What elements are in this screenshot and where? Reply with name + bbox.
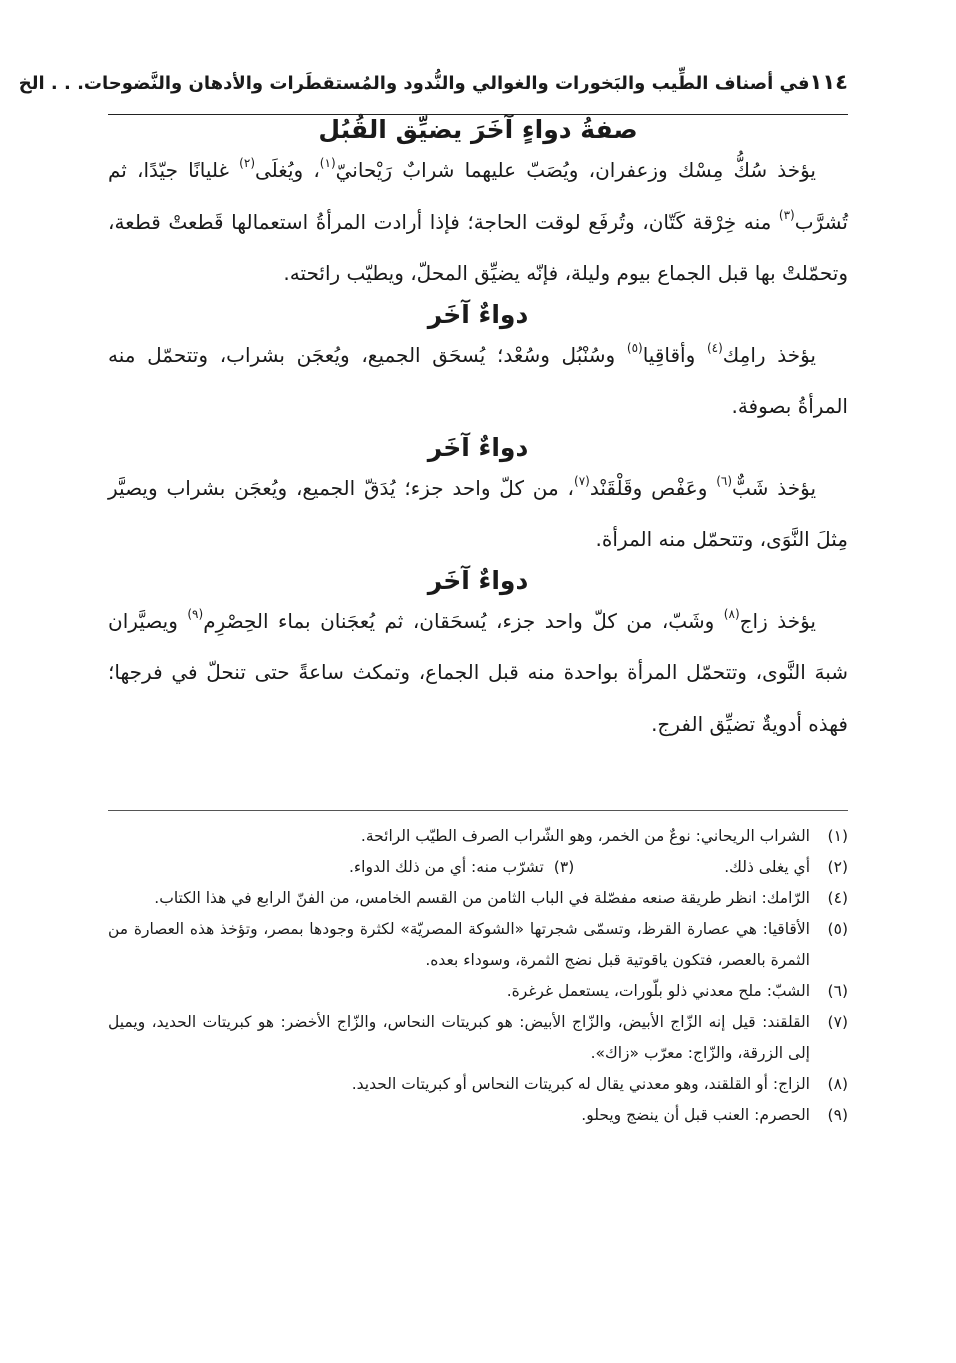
footnote-marker: (٦) xyxy=(716,473,733,488)
footnote-text: أي يغلى ذلك. xyxy=(724,858,810,876)
paragraph-text: وأقاقِيا xyxy=(642,342,707,367)
footnote-8 xyxy=(108,1069,848,1100)
footnote-marker: (٨) xyxy=(723,606,740,621)
footnote-marker: (١) xyxy=(319,156,336,170)
footnote-text-row xyxy=(108,852,810,883)
footnote-number: (٤) xyxy=(827,889,848,907)
footnote-text: الشبّ: ملح معدني ذلو بلّورات، يستعمل غرغرة. xyxy=(506,982,810,1000)
paragraph-text: يؤخذ شَبٌّ xyxy=(732,475,817,500)
footnote-text: الأقاقيا: هي عصارة القرظ، وتسمّى شجرتها «الشوكة المصريّة» لكثرة وجودها بمصر، وتؤخذ هذه العصارة من الثمرة بالعصر، فتكون ياقوتية قبل نضج الثمرة، وسوداء بعده. xyxy=(108,920,810,969)
footnote-number: (١) xyxy=(827,827,848,845)
paragraph-text: ، ويُغلَى xyxy=(255,158,320,182)
paragraph-text: غليانًا جيّدًا، ثم تُشرَّب xyxy=(108,158,848,234)
section-heading: دواءٌ آخَر xyxy=(427,432,529,462)
running-head xyxy=(18,70,848,115)
document-page xyxy=(18,70,848,1330)
footnote-marker: (٩) xyxy=(187,606,204,621)
footnote-marker: (٤) xyxy=(706,340,723,355)
paragraph-text: ويصيَّران شبهَ النَّوى، وتتحمّل المرأة بواحدة منه قبل الجماع، وتمكث ساعةً حتى تنحلّ في فرجها؛ فهذه أدويةٌ تضيِّق الفرج. xyxy=(108,608,848,736)
paragraph-text: ، من كلّ واحد جزء؛ يُدَقّ الجميع، ويُعجَن بشراب ويصيَّر مِثلَ النَّوَى، وتتحمّل منه المرأة. xyxy=(108,475,848,551)
running-head-title: في أصناف الطِّيب والبَخورات والغوالي والنُّدود والمُستقطَرات والأدهان والنَّضوحات. . . الخ xyxy=(18,73,810,94)
footnote-text: القلقند: قيل إنه الزّاج الأبيض، والزّاج الأبيض: هو كبريتات النحاس، والزّاج الأخضر: هو كبريتات الحديد، ويميل إلى الزرقة، والزّاج: معرّب «زاك». xyxy=(108,1013,810,1062)
footnote-text: تشرّب منه: أي من ذلك الدواء. xyxy=(348,858,544,876)
footnote-text: الحصرم: العنب قبل أن ينضج ويحلو. xyxy=(581,1106,810,1124)
footnote-separator xyxy=(108,810,848,811)
paragraph-text: يؤخذ رامِك xyxy=(722,342,817,367)
section-paragraph xyxy=(108,145,848,300)
footnote-5 xyxy=(108,914,848,976)
paragraph-text: منه خِرْقة كَتّان، وتُرفَع لوقت الحاجة؛ فإذا أرادت المرأةُ استعمالها قَطعتْ قطعة، وتحمّلتْ بها قبل الجماع بيوم وليلة، فإنّه يضيِّق المحلّ، ويطيّب رائحته. xyxy=(108,209,848,285)
footnote-marker: (٢) xyxy=(239,156,255,170)
footnote-number: (٨) xyxy=(827,1075,848,1093)
footnote-marker: (٧) xyxy=(574,473,590,488)
paragraph-text: وعَفْص وقَلْقَنْد xyxy=(589,475,717,500)
section-paragraph xyxy=(108,596,848,751)
footnote-text: الشراب الريحاني: نوعٌ من الخمر، وهو الشّراب الصرف الطيّب الرائحة. xyxy=(360,827,810,845)
footnote-6 xyxy=(108,976,848,1007)
footnote-7 xyxy=(108,1007,848,1069)
footnote-1 xyxy=(108,821,848,852)
paragraph-text: وشَبّ، من كلّ واحد جزء، يُسحَقان، ثم يُعجَنان بماء الحِصْرِم xyxy=(203,608,724,633)
paragraph-text: يؤخذ سُكُّ مِسْك وزعفران، ويُصَبّ عليهما شرابٌ رَيْحانيّ xyxy=(335,158,817,182)
footnote-number: (٧) xyxy=(827,1013,848,1031)
paragraph-text: يؤخذ زاج xyxy=(739,608,816,633)
section-heading: دواءٌ آخَر xyxy=(427,299,529,329)
paragraph-text: وسُنْبُل وسُعْد؛ يُسحَق الجميع، ويُعجَن بشراب، وتتحمّل منه المرأةُ بصوفة. xyxy=(108,342,848,418)
footnote-marker: (٥) xyxy=(626,340,643,355)
page-number: ١١٤ xyxy=(809,70,848,94)
footnote-marker: (٣) xyxy=(778,207,795,222)
section-heading: صفةُ دواءٍ آخَرَ يضيِّق القُبُل xyxy=(318,115,638,144)
footnotes xyxy=(108,821,848,1131)
footnote-number: (٦) xyxy=(827,982,848,1000)
footnote-number: (٩) xyxy=(827,1106,848,1124)
footnote-4 xyxy=(108,883,848,914)
section-heading: دواءٌ آخَر xyxy=(427,565,529,595)
footnote-number: (٢) xyxy=(827,858,848,876)
footnote-number: (٥) xyxy=(827,920,848,938)
footnote-9 xyxy=(108,1100,848,1131)
footnote-2-3 xyxy=(108,852,848,883)
footnote-text: الرّامك: انظر طريقة صنعه مفصّلة في الباب الثامن من القسم الخامس، من الفنّ الرابع في هذا الكتاب. xyxy=(154,889,810,907)
section-paragraph xyxy=(108,463,848,566)
footnote-text: الزاج: أو القلقند، وهو معدني يقال له كبريتات النحاس أو كبريتات الحديد. xyxy=(351,1075,810,1093)
footnote-number: (٣) xyxy=(553,858,575,876)
section-paragraph xyxy=(108,330,848,433)
